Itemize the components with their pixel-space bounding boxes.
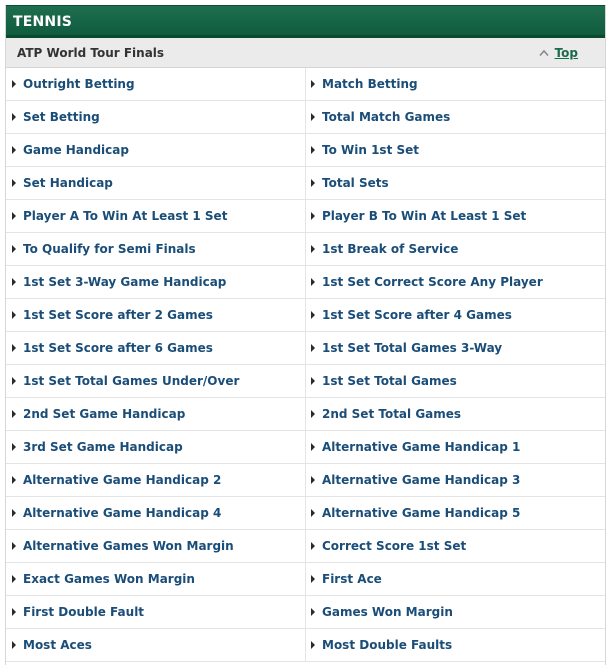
market-link[interactable] [306,299,605,332]
market-link[interactable] [306,365,605,398]
caret-right-icon [12,146,16,154]
market-link[interactable] [306,596,605,629]
market-link[interactable] [306,68,605,101]
market-link[interactable] [6,233,306,266]
caret-right-icon [311,80,315,88]
chevron-up-icon [539,49,549,57]
caret-right-icon [12,443,16,451]
market-link[interactable] [306,233,605,266]
market-link[interactable] [6,398,306,431]
market-label: Match Betting [322,77,418,91]
market-label: 1st Set Total Games Under/Over [23,374,240,388]
caret-right-icon [12,575,16,583]
sport-header [6,5,605,38]
market-link[interactable] [6,431,306,464]
market-label: 3rd Set Game Handicap [23,440,183,454]
market-link[interactable] [6,68,306,101]
caret-right-icon [311,245,315,253]
caret-right-icon [311,476,315,484]
market-label: First Ace [322,572,382,586]
market-link[interactable] [306,431,605,464]
market-label: Game Handicap [23,143,129,157]
caret-right-icon [311,608,315,616]
caret-right-icon [12,179,16,187]
market-link[interactable] [6,530,306,563]
top-link[interactable] [539,46,578,60]
caret-right-icon [12,311,16,319]
market-label: Correct Score 1st Set [322,539,467,553]
market-link[interactable] [306,398,605,431]
caret-right-icon [12,113,16,121]
market-link[interactable] [6,167,306,200]
market-label: Set Betting [23,110,100,124]
tennis-markets-panel [5,5,606,665]
caret-right-icon [12,344,16,352]
market-label: 1st Set Score after 2 Games [23,308,213,322]
caret-right-icon [12,476,16,484]
market-link[interactable] [6,266,306,299]
caret-right-icon [311,212,315,220]
caret-right-icon [12,641,16,649]
market-link[interactable] [306,167,605,200]
market-link[interactable] [306,266,605,299]
market-link[interactable] [306,464,605,497]
market-link[interactable] [306,629,605,662]
market-label: 2nd Set Game Handicap [23,407,186,421]
caret-right-icon [311,113,315,121]
market-label: Games Won Margin [322,605,453,619]
caret-right-icon [12,212,16,220]
market-label: 1st Set Total Games [322,374,457,388]
market-link[interactable] [6,563,306,596]
market-label: Alternative Game Handicap 2 [23,473,222,487]
caret-right-icon [12,278,16,286]
caret-right-icon [12,542,16,550]
caret-right-icon [12,509,16,517]
top-link-label: Top [554,45,578,60]
sport-title: TENNIS [13,14,73,30]
market-label: 1st Set Score after 4 Games [322,308,512,322]
market-link[interactable] [6,299,306,332]
caret-right-icon [311,377,315,385]
market-label: Player A To Win At Least 1 Set [23,209,228,223]
market-link[interactable] [6,134,306,167]
market-grid [6,68,605,662]
market-label: To Qualify for Semi Finals [23,242,196,256]
market-label: Most Double Faults [322,638,453,652]
market-link[interactable] [306,200,605,233]
event-title: ATP World Tour Finals [17,45,165,60]
market-link[interactable] [6,464,306,497]
caret-right-icon [12,608,16,616]
market-link[interactable] [306,134,605,167]
market-label: To Win 1st Set [322,143,420,157]
market-label: 1st Set Total Games 3-Way [322,341,503,355]
caret-right-icon [12,245,16,253]
market-label: 1st Set 3-Way Game Handicap [23,275,227,289]
caret-right-icon [311,278,315,286]
caret-right-icon [12,80,16,88]
caret-right-icon [12,377,16,385]
market-label: Alternative Game Handicap 5 [322,506,521,520]
market-label: 2nd Set Total Games [322,407,462,421]
caret-right-icon [12,410,16,418]
market-link[interactable] [6,101,306,134]
market-link[interactable] [306,101,605,134]
caret-right-icon [311,575,315,583]
market-label: First Double Fault [23,605,145,619]
market-label: Most Aces [23,638,92,652]
caret-right-icon [311,410,315,418]
market-link[interactable] [6,332,306,365]
caret-right-icon [311,641,315,649]
market-label: Alternative Game Handicap 1 [322,440,521,454]
market-link[interactable] [306,332,605,365]
caret-right-icon [311,146,315,154]
caret-right-icon [311,311,315,319]
market-label: Alternative Game Handicap 4 [23,506,222,520]
market-link[interactable] [6,200,306,233]
market-label: Player B To Win At Least 1 Set [322,209,527,223]
market-label: Total Sets [322,176,389,190]
event-header [6,38,605,68]
market-label: 1st Set Correct Score Any Player [322,275,543,289]
market-link[interactable] [6,497,306,530]
caret-right-icon [311,179,315,187]
market-link[interactable] [306,530,605,563]
market-label: Exact Games Won Margin [23,572,195,586]
market-label: Set Handicap [23,176,113,190]
market-link[interactable] [306,563,605,596]
market-link[interactable] [6,629,306,662]
market-label: 1st Set Score after 6 Games [23,341,213,355]
market-label: Outright Betting [23,77,135,91]
market-link[interactable] [6,365,306,398]
market-label: Total Match Games [322,110,451,124]
market-link[interactable] [306,497,605,530]
caret-right-icon [311,509,315,517]
market-label: Alternative Games Won Margin [23,539,234,553]
caret-right-icon [311,443,315,451]
market-link[interactable] [6,596,306,629]
market-label: Alternative Game Handicap 3 [322,473,521,487]
caret-right-icon [311,542,315,550]
caret-right-icon [311,344,315,352]
market-label: 1st Break of Service [322,242,459,256]
